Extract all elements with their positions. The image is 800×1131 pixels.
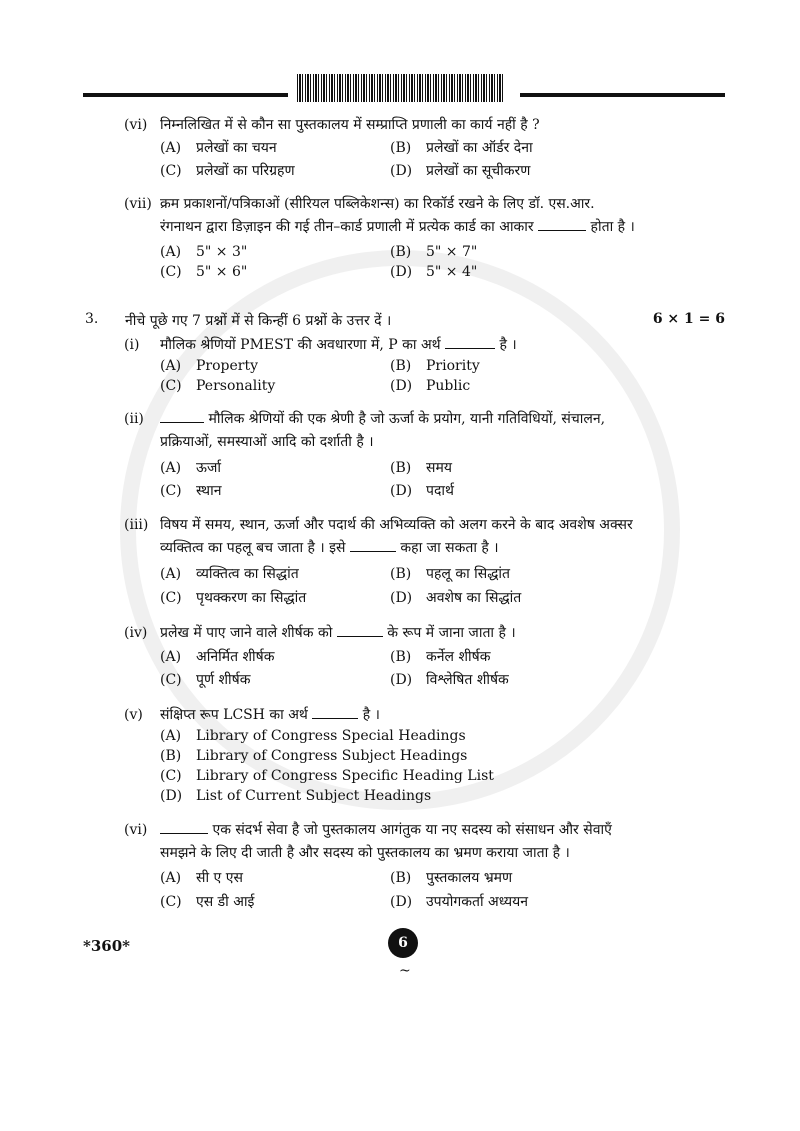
option-d: (D) प्रलेखों का सूचीकरण: [390, 163, 531, 179]
question-3-iv: [124, 623, 684, 644]
question-3-ii: [124, 409, 684, 453]
option-c: (C) प्रलेखों का परिग्रहण: [160, 163, 295, 179]
question-number: (v): [124, 707, 143, 723]
question-3-v: [124, 705, 684, 726]
question-3-iii: [124, 515, 684, 559]
header-rule-left: [83, 93, 288, 97]
option-c: (C) एस डी आई: [160, 894, 255, 910]
question-number: (iii): [124, 517, 149, 533]
option-c: (C) Personality: [160, 378, 276, 394]
paper-code: *360*: [83, 937, 130, 955]
question-text: संक्षिप्त रूप LCSH का अर्थ है ।: [160, 707, 380, 723]
question-text: क्रम प्रकाशनों/पत्रिकाओं (सीरियल पब्लिकेशन्स) का रिकॉर्ड रखने के लिए डॉ. एस.आर. रंगनाथन द्वारा डिज़ाइन की गई तीन–कार्ड प्रणाली में प्रत्येक कार्ड का आकार होता है ।: [160, 196, 635, 235]
option-c: (C) Library of Congress Specific Heading List: [160, 768, 494, 784]
tilde-mark: ~: [399, 963, 411, 979]
question-3-i: [124, 335, 684, 356]
option-d: (D) Public: [390, 378, 471, 394]
section-number: 3.: [85, 311, 99, 327]
question-number: (vii): [124, 196, 152, 212]
option-b: (B) समय: [390, 460, 452, 476]
option-d: (D) पदार्थ: [390, 483, 454, 499]
option-a: (A) सी ए एस: [160, 870, 243, 886]
question-number: (i): [124, 337, 140, 353]
option-c: (C) पूर्ण शीर्षक: [160, 672, 251, 688]
option-d: (D) उपयोगकर्ता अध्ययन: [390, 894, 529, 910]
option-a: (A) अनिर्मित शीर्षक: [160, 649, 275, 665]
option-b: (B) Priority: [390, 358, 480, 374]
option-d: (D) 5" × 4": [390, 264, 478, 280]
option-c: (C) स्थान: [160, 483, 222, 499]
question-text: निम्नलिखित में से कौन सा पुस्तकालय में सम्प्राप्ति प्रणाली का कार्य नहीं है ?: [160, 117, 540, 133]
option-b: (B) 5" × 7": [390, 244, 478, 260]
section-instruction: नीचे पूछे गए 7 प्रश्नों में से किन्हीं 6 प्रश्नों के उत्तर दें ।: [125, 313, 392, 329]
option-b: (B) पहलू का सिद्धांत: [390, 566, 511, 582]
barcode: [297, 74, 505, 102]
header-rule-right: [520, 93, 725, 97]
question-2-vii: [124, 194, 684, 238]
option-b: (B) कर्नेल शीर्षक: [390, 649, 491, 665]
question-text: एक संदर्भ सेवा है जो पुस्तकालय आगंतुक या नए सदस्य को संसाधन और सेवाएँ समझने के लिए दी जाती है और सदस्य को पुस्तकालय का भ्रमण कराया जाता है ।: [160, 822, 612, 861]
question-text: विषय में समय, स्थान, ऊर्जा और पदार्थ की अभिव्यक्ति को अलग करने के बाद अवशेष अक्सर व्यक्तित्व का पहलू बच जाता है । इसे कहा जा सकता है ।: [160, 517, 633, 556]
question-2-vi: [124, 115, 684, 136]
option-b: (B) पुस्तकालय भ्रमण: [390, 870, 513, 886]
option-a: (A) प्रलेखों का चयन: [160, 140, 277, 156]
option-a: (A) Property: [160, 358, 259, 374]
question-number: (ii): [124, 411, 144, 427]
option-c: (C) 5" × 6": [160, 264, 248, 280]
question-number: (vi): [124, 822, 148, 838]
option-d: (D) List of Current Subject Headings: [160, 788, 432, 804]
section-marks: 6 × 1 = 6: [652, 311, 725, 327]
question-text: प्रलेख में पाए जाने वाले शीर्षक को के रूप में जाना जाता है ।: [160, 625, 516, 641]
option-d: (D) अवशेष का सिद्धांत: [390, 590, 522, 606]
option-a: (A) 5" × 3": [160, 244, 248, 260]
question-number: (vi): [124, 117, 148, 133]
question-text: मौलिक श्रेणियों की एक श्रेणी है जो ऊर्जा के प्रयोग, यानी गतिविधियों, संचालन, प्रक्रियाओं, समस्याओं आदि को दर्शाती है ।: [160, 411, 606, 450]
question-text: मौलिक श्रेणियों PMEST की अवधारणा में, P का अर्थ है ।: [160, 337, 517, 353]
option-b: (B) प्रलेखों का ऑर्डर देना: [390, 140, 533, 156]
page-number: 6: [388, 928, 418, 958]
option-c: (C) पृथक्करण का सिद्धांत: [160, 590, 307, 606]
option-a: (A) ऊर्जा: [160, 460, 222, 476]
option-d: (D) विश्लेषित शीर्षक: [390, 672, 509, 688]
option-a: (A) व्यक्तित्व का सिद्धांत: [160, 566, 299, 582]
question-number: (iv): [124, 625, 148, 641]
question-3-vi: [124, 820, 684, 864]
option-b: (B) Library of Congress Subject Headings: [160, 748, 468, 764]
option-a: (A) Library of Congress Special Headings: [160, 728, 466, 744]
